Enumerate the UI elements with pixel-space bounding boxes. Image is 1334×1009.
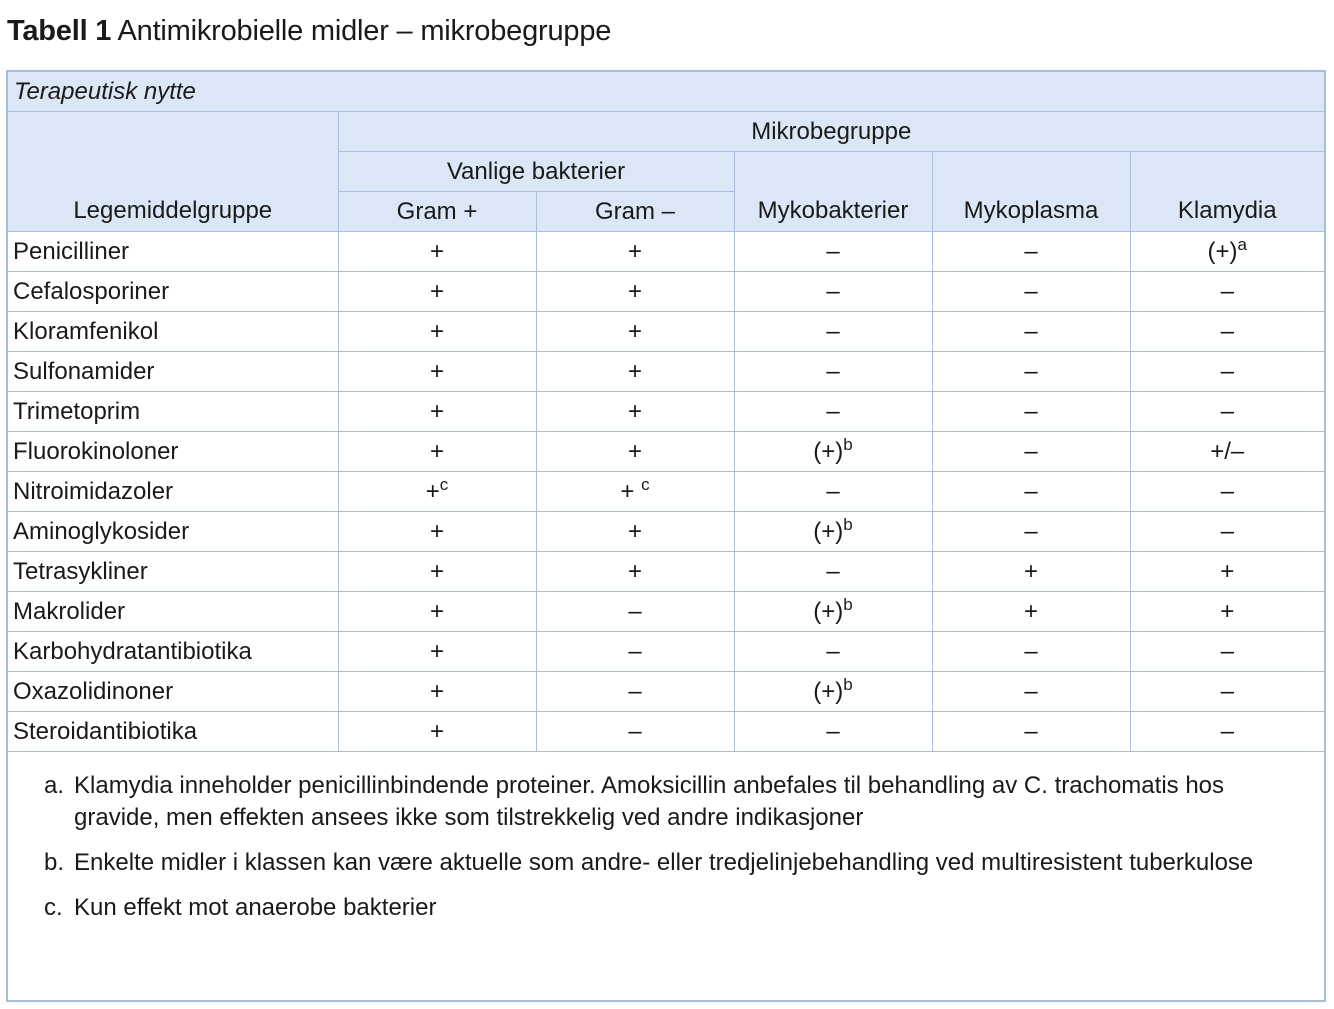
cell-value: + bbox=[429, 277, 444, 305]
table-cell bbox=[734, 472, 932, 512]
cell-value: – bbox=[1024, 637, 1038, 665]
footnote-label: c. bbox=[44, 894, 63, 921]
table-cell bbox=[932, 552, 1130, 592]
table-cell bbox=[932, 632, 1130, 672]
cell-value: (+) bbox=[813, 517, 844, 545]
drug-group-name: Sulfonamider bbox=[8, 352, 338, 392]
cell-value: (+) bbox=[813, 597, 844, 625]
table-cell bbox=[338, 232, 536, 272]
cell-value: + bbox=[627, 317, 642, 345]
table-cell bbox=[338, 352, 536, 392]
table-row bbox=[8, 632, 1324, 672]
cell-value: – bbox=[1024, 437, 1038, 465]
table-cell bbox=[932, 272, 1130, 312]
table-cell bbox=[338, 472, 536, 512]
common-bacteria-header: Vanlige bakterier bbox=[338, 152, 734, 192]
cell-value: – bbox=[1220, 277, 1234, 305]
table-cell bbox=[1130, 712, 1324, 752]
table-cell bbox=[338, 632, 536, 672]
footnote-marker: b bbox=[843, 434, 853, 454]
drug-group-header: Legemiddelgruppe bbox=[8, 112, 338, 232]
cell-value: – bbox=[1220, 397, 1234, 425]
table-cell bbox=[734, 272, 932, 312]
cell-value: – bbox=[826, 557, 840, 585]
table-cell bbox=[932, 392, 1130, 432]
drug-group-name: Kloramfenikol bbox=[8, 312, 338, 352]
table-row bbox=[8, 472, 1324, 512]
table-title-text: Antimikrobielle midler – mikrobegruppe bbox=[117, 15, 612, 47]
table-row bbox=[8, 312, 1324, 352]
drug-group-name: Steroidantibiotika bbox=[8, 712, 338, 752]
cell-value: + bbox=[429, 357, 444, 385]
table-cell bbox=[734, 712, 932, 752]
table-cell bbox=[932, 232, 1130, 272]
table-cell bbox=[734, 352, 932, 392]
cell-value: – bbox=[1220, 317, 1234, 345]
drug-group-name: Karbohydratantibiotika bbox=[8, 632, 338, 672]
table-cell bbox=[536, 712, 734, 752]
footnote-label: b. bbox=[44, 849, 65, 876]
table-cell bbox=[536, 232, 734, 272]
table-cell bbox=[1130, 672, 1324, 712]
cell-value: + bbox=[1023, 557, 1038, 585]
table-cell bbox=[1130, 552, 1324, 592]
cell-value: + bbox=[627, 557, 642, 585]
table-cell bbox=[536, 552, 734, 592]
table-frame bbox=[6, 70, 1326, 1002]
cell-value: – bbox=[826, 477, 840, 505]
table-cell bbox=[338, 712, 536, 752]
cell-value: +/– bbox=[1210, 437, 1245, 465]
footnote-text: Enkelte midler i klassen kan være aktuelle som andre- eller tredjelinjebehandling ved multiresistent tuberkulose bbox=[74, 849, 1254, 876]
drug-group-name: Oxazolidinoner bbox=[8, 672, 338, 712]
table-cell bbox=[536, 352, 734, 392]
table-title bbox=[7, 12, 611, 50]
cell-value: – bbox=[1220, 637, 1234, 665]
table-cell bbox=[734, 632, 932, 672]
cell-value: – bbox=[1024, 517, 1038, 545]
cell-value: + bbox=[429, 317, 444, 345]
footnote-marker: a bbox=[1237, 234, 1247, 254]
drug-group-name: Fluorokinoloner bbox=[8, 432, 338, 472]
table-cell bbox=[932, 472, 1130, 512]
cell-value: + bbox=[1220, 597, 1235, 625]
cell-value: + bbox=[1023, 597, 1038, 625]
table-cell bbox=[734, 432, 932, 472]
cell-value: + bbox=[627, 397, 642, 425]
table-row bbox=[8, 592, 1324, 632]
cell-value: + bbox=[620, 477, 642, 505]
table-cell bbox=[338, 312, 536, 352]
table-cell bbox=[1130, 512, 1324, 552]
cell-value: + bbox=[1220, 557, 1235, 585]
cell-value: – bbox=[628, 717, 642, 745]
table-cell bbox=[932, 712, 1130, 752]
table-cell bbox=[734, 392, 932, 432]
footnote bbox=[44, 770, 1324, 834]
drug-group-name: Penicilliner bbox=[8, 232, 338, 272]
antimicrobial-table bbox=[8, 72, 1324, 752]
cell-value: – bbox=[1220, 477, 1234, 505]
table-row bbox=[8, 712, 1324, 752]
footnote-marker: c bbox=[641, 474, 650, 494]
cell-value: + bbox=[429, 517, 444, 545]
table-body bbox=[8, 232, 1324, 752]
table-cell bbox=[1130, 432, 1324, 472]
footnotes bbox=[8, 752, 1324, 924]
table-cell bbox=[734, 672, 932, 712]
drug-group-name: Nitroimidazoler bbox=[8, 472, 338, 512]
cell-value: – bbox=[826, 717, 840, 745]
footnote-text: Klamydia inneholder penicillinbindende proteiner. Amoksicillin anbefales til behandling av C. trachomatis hos gravide, men effekten ansees ikke som tilstrekkelig ved andre indikasjoner bbox=[74, 772, 1225, 831]
cell-value: – bbox=[1024, 277, 1038, 305]
footnote-marker: b bbox=[843, 674, 853, 694]
table-cell bbox=[1130, 392, 1324, 432]
cell-value: – bbox=[1024, 677, 1038, 705]
cell-value: – bbox=[826, 397, 840, 425]
table-cell bbox=[734, 312, 932, 352]
cell-value: (+) bbox=[1207, 237, 1238, 265]
table-number: Tabell 1 bbox=[7, 15, 112, 47]
table-cell bbox=[536, 472, 734, 512]
table-cell bbox=[536, 392, 734, 432]
cell-value: + bbox=[429, 677, 444, 705]
cell-value: + bbox=[429, 717, 444, 745]
table-cell bbox=[932, 432, 1130, 472]
table-row bbox=[8, 392, 1324, 432]
cell-value: + bbox=[429, 557, 444, 585]
table-row bbox=[8, 512, 1324, 552]
drug-group-name: Cefalosporiner bbox=[8, 272, 338, 312]
table-cell bbox=[338, 512, 536, 552]
table-cell bbox=[932, 312, 1130, 352]
cell-value: + bbox=[429, 637, 444, 665]
cell-value: – bbox=[628, 637, 642, 665]
cell-value: (+) bbox=[813, 677, 844, 705]
cell-value: – bbox=[1220, 357, 1234, 385]
table-row bbox=[8, 352, 1324, 392]
table-cell bbox=[338, 672, 536, 712]
table-row bbox=[8, 432, 1324, 472]
table-cell bbox=[1130, 232, 1324, 272]
table-cell bbox=[338, 392, 536, 432]
cell-value: + bbox=[429, 437, 444, 465]
cell-value: + bbox=[429, 597, 444, 625]
table-cell bbox=[536, 432, 734, 472]
caption-row bbox=[8, 72, 1324, 112]
table-cell bbox=[536, 592, 734, 632]
table-cell bbox=[536, 312, 734, 352]
cell-value: – bbox=[826, 277, 840, 305]
cell-value: (+) bbox=[813, 437, 844, 465]
table-cell bbox=[1130, 592, 1324, 632]
table-cell bbox=[1130, 472, 1324, 512]
header-row-1 bbox=[8, 112, 1324, 152]
table-cell bbox=[536, 272, 734, 312]
cell-value: + bbox=[627, 277, 642, 305]
microbe-group-header: Mikrobegruppe bbox=[338, 112, 1324, 152]
cell-value: – bbox=[1220, 517, 1234, 545]
cell-value: + bbox=[425, 477, 440, 505]
table-cell bbox=[536, 672, 734, 712]
table-cell bbox=[932, 512, 1130, 552]
footnote-label: a. bbox=[44, 772, 65, 799]
cell-value: – bbox=[1024, 477, 1038, 505]
cell-value: – bbox=[1024, 717, 1038, 745]
table-cell bbox=[734, 232, 932, 272]
table-cell bbox=[338, 272, 536, 312]
table-row bbox=[8, 552, 1324, 592]
table-cell bbox=[338, 552, 536, 592]
table-cell bbox=[932, 672, 1130, 712]
table-cell bbox=[536, 632, 734, 672]
column-header: Mykobakterier bbox=[734, 152, 932, 232]
column-header: Klamydia bbox=[1130, 152, 1324, 232]
table-cell bbox=[536, 512, 734, 552]
table-caption: Terapeutisk nytte bbox=[8, 72, 1324, 112]
cell-value: + bbox=[429, 237, 444, 265]
footnote-marker: b bbox=[843, 594, 853, 614]
table-cell bbox=[734, 512, 932, 552]
drug-group-name: Makrolider bbox=[8, 592, 338, 632]
footnote bbox=[44, 892, 1324, 924]
drug-group-name: Trimetoprim bbox=[8, 392, 338, 432]
table-cell bbox=[932, 592, 1130, 632]
cell-value: – bbox=[1024, 317, 1038, 345]
cell-value: + bbox=[429, 397, 444, 425]
table-cell bbox=[338, 592, 536, 632]
table-row bbox=[8, 672, 1324, 712]
cell-value: + bbox=[627, 437, 642, 465]
column-header: Mykoplasma bbox=[932, 152, 1130, 232]
footnote-text: Kun effekt mot anaerobe bakterier bbox=[74, 894, 437, 921]
cell-value: + bbox=[627, 517, 642, 545]
table-cell bbox=[1130, 632, 1324, 672]
footnote-marker: b bbox=[843, 514, 853, 534]
footnote bbox=[44, 847, 1324, 879]
footnote-marker: c bbox=[439, 474, 449, 494]
cell-value: – bbox=[1024, 397, 1038, 425]
cell-value: – bbox=[826, 317, 840, 345]
drug-group-name: Tetrasykliner bbox=[8, 552, 338, 592]
table-row bbox=[8, 272, 1324, 312]
cell-value: – bbox=[628, 597, 642, 625]
drug-group-name: Aminoglykosider bbox=[8, 512, 338, 552]
column-header: Gram + bbox=[338, 192, 536, 232]
cell-value: – bbox=[1024, 357, 1038, 385]
table-row bbox=[8, 232, 1324, 272]
cell-value: – bbox=[826, 237, 840, 265]
table-cell bbox=[932, 352, 1130, 392]
table-cell bbox=[1130, 312, 1324, 352]
cell-value: – bbox=[1024, 237, 1038, 265]
cell-value: – bbox=[628, 677, 642, 705]
cell-value: – bbox=[1220, 717, 1234, 745]
table-cell bbox=[734, 552, 932, 592]
cell-value: + bbox=[627, 237, 642, 265]
table-cell bbox=[1130, 352, 1324, 392]
column-header: Gram – bbox=[536, 192, 734, 232]
cell-value: – bbox=[826, 357, 840, 385]
cell-value: + bbox=[627, 357, 642, 385]
table-cell bbox=[734, 592, 932, 632]
cell-value: – bbox=[826, 637, 840, 665]
table-cell bbox=[1130, 272, 1324, 312]
table-cell bbox=[338, 432, 536, 472]
cell-value: – bbox=[1220, 677, 1234, 705]
